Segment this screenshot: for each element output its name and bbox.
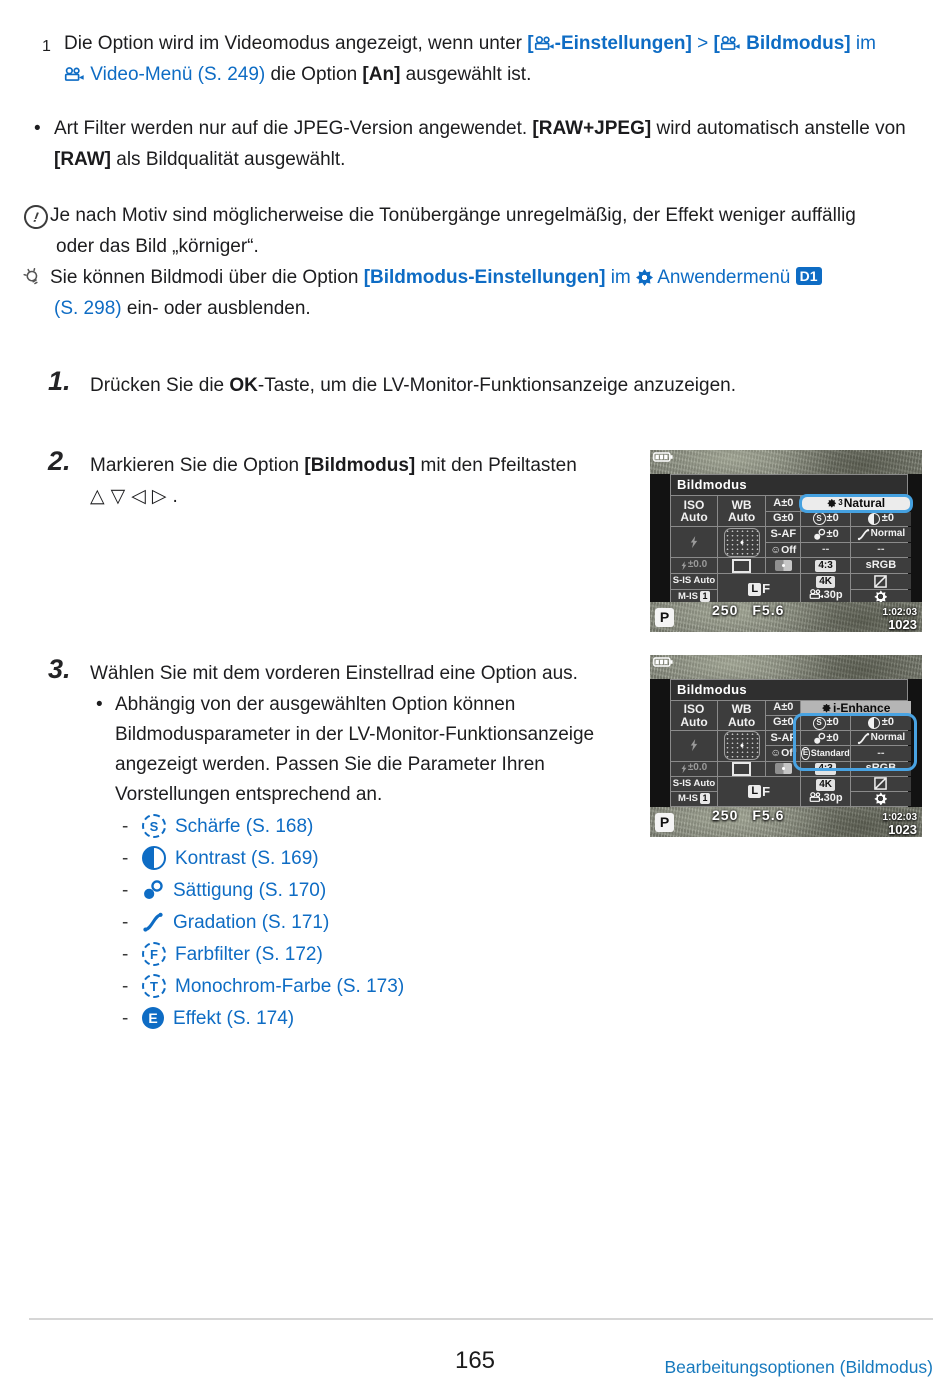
af-target-cell [718, 527, 765, 557]
colorfilter-icon: F [142, 942, 166, 966]
lv-panel-title: Bildmodus [670, 474, 908, 495]
face-priority-cell: ☺ Off [766, 746, 800, 760]
raw-jpeg-ref: [RAW+JPEG] [532, 118, 652, 139]
monochrome-color-icon: T [142, 974, 166, 998]
highlight-shadow-icon [874, 575, 887, 588]
step-1-number: 1. [48, 366, 71, 396]
step-3-text: Wählen Sie mit dem vorderen Einstellrad eine Option aus. [90, 663, 578, 684]
image-quality-cell: L F [718, 777, 800, 806]
sharpness-cell: S ±0 [801, 512, 849, 527]
gradation-cell: Normal [851, 527, 911, 542]
exposure-readout: 250 F5.6 [712, 807, 785, 823]
bullet-dot: • [34, 118, 41, 139]
picturemode-ref: [Bildmodus] [304, 455, 416, 476]
af-mode-cell: S-AF [766, 731, 800, 745]
picturemode-settings-ref: [Bildmodus-Einstellungen] [363, 267, 606, 288]
color-space-cell: sRGB [851, 762, 911, 776]
wb-amber-cell: A±0 [766, 701, 800, 715]
movie-is-cell: M-IS 1 [671, 792, 717, 806]
frame-counter: 1:02:03 1023 [882, 607, 917, 632]
saturation-icon [142, 879, 164, 901]
picture-mode-cell: i-Enhance [801, 701, 911, 715]
metering-cell [766, 762, 800, 776]
movie-camera-icon [64, 67, 85, 81]
link-kontrast[interactable]: - Kontrast (S. 169) [122, 847, 319, 869]
flash-icon [690, 536, 698, 549]
iso-cell: ISO Auto [671, 701, 717, 730]
highlight-shadow-cell [851, 777, 911, 791]
video-menu-link[interactable]: Video-Menü (S. 249) [64, 64, 265, 85]
param-empty-cell: -- [851, 746, 911, 760]
step-3-number: 3. [48, 654, 71, 684]
tips-lamp-icon [22, 267, 44, 289]
metering-icon [775, 560, 792, 571]
effect-cell: E Standard [801, 746, 849, 760]
movie-camera-icon [809, 589, 824, 599]
movie-camera-icon [534, 36, 555, 50]
sharpness-cell: S ±0 [801, 716, 849, 730]
caution-note: ! Je nach Motiv sind möglicherweise die Tonübergänge unregelmäßig, der Effekt weniger auffällig oder das Bild „körniger“. [24, 200, 924, 262]
link-effekt[interactable]: - E Effekt (S. 174) [122, 1007, 295, 1029]
contrast-cell: ±0 [851, 716, 911, 730]
lv-super-control-panel [670, 495, 908, 605]
flash-icon [681, 764, 687, 774]
chevron-separator: > [691, 33, 714, 54]
aspect-ratio-cell: 4:3 [801, 558, 849, 573]
flash-mode-cell [671, 731, 717, 760]
movie-is-cell: M-IS 1 [671, 590, 717, 605]
highlight-shadow-cell [851, 574, 911, 589]
picture-mode-sparkle-icon [827, 499, 836, 508]
step-3-bullet: • Abhängig von der ausgewählten Option können Bildmodusparameter in der LV-Monitor-Funktionsanzeige angezeigt werden. Passen Sie die Parameter Ihren Vorstellungen entsprechend an. [96, 694, 595, 805]
battery-icon [653, 452, 673, 462]
exposure-readout: 250 F5.6 [712, 602, 785, 618]
picture-mode-cell-selected: 3 Natural [799, 494, 913, 513]
metering-icon [775, 763, 792, 774]
movie-camera-icon [809, 792, 824, 802]
step-2-number: 2. [48, 446, 71, 476]
page-number: 165 [454, 1347, 496, 1374]
flash-comp-cell: ±0.0 [671, 558, 717, 573]
custom-menu-gear-icon [636, 269, 653, 286]
live-view-photo-top [650, 655, 922, 679]
battery-icon [653, 657, 673, 667]
ok-button-ref: OK [229, 375, 258, 396]
page-298-link[interactable]: (S. 298) [54, 298, 122, 319]
color-space-cell: sRGB [851, 558, 911, 573]
gradation-icon [857, 528, 870, 541]
face-priority-cell: ☺ Off [766, 543, 800, 558]
step-1-text: Drücken Sie die OK-Taste, um die LV-Monitor-Funktionsanzeige anzuzeigen. [90, 375, 736, 396]
picture-mode-sparkle-icon [822, 704, 831, 713]
af-mode-cell: S-AF [766, 527, 800, 542]
arrow-pad-glyphs: △▽◁▷. [90, 486, 184, 507]
live-view-photo-top [650, 450, 922, 474]
aspect-ratio-cell: 4:3 [801, 762, 849, 776]
parameter-links [122, 810, 404, 1034]
footnote-marker: 1 [42, 38, 51, 55]
effect-icon: E [142, 1007, 164, 1029]
single-frame-icon [732, 762, 751, 776]
highlight-shadow-icon [874, 777, 887, 790]
contrast-cell: ±0 [851, 512, 911, 527]
video-quality-cell: 4K 30p [801, 574, 849, 604]
lv-panel-title: Bildmodus [670, 679, 908, 700]
movie-picturemode-ref: Bildmodus] [740, 33, 851, 54]
contrast-icon [142, 846, 166, 870]
shooting-mode-badge: P [655, 608, 674, 627]
camera-screenshot-2 [650, 655, 922, 837]
af-target-grid [724, 528, 760, 557]
sharpness-icon: S [813, 512, 826, 525]
saturation-icon [813, 528, 826, 541]
step-2-text: Markieren Sie die Option [Bildmodus] mit den Pfeiltasten △▽◁▷. [90, 455, 577, 507]
footnote-text: Die Option wird im Videomodus angezeigt, wenn unter [64, 33, 528, 54]
footer-section-link[interactable]: Bearbeitungsoptionen (Bildmodus) [664, 1357, 933, 1377]
contrast-icon [868, 513, 880, 525]
flash-mode-cell [671, 527, 717, 557]
white-balance-cell: WB Auto [718, 496, 765, 526]
tips-note: Sie können Bildmodi über die Option [Bildmodus-Einstellungen] im Anwendermenü D1 (S. 298) ein- oder ausblenden. [24, 262, 924, 324]
contrast-icon [868, 717, 880, 729]
drive-mode-cell [718, 558, 765, 573]
movie-settings-ref: -Einstellungen] [554, 33, 692, 54]
saturation-icon [813, 732, 826, 745]
video-quality-cell: 4K 30p [801, 777, 849, 806]
raw-ref: [RAW] [54, 149, 111, 170]
link-monochrom-farbe[interactable]: - T Monochrom-Farbe (S. 173) [122, 975, 405, 997]
image-quality-cell: L F [718, 574, 800, 604]
single-frame-icon [732, 559, 751, 573]
wb-green-cell: G±0 [766, 716, 800, 730]
wb-green-cell: G±0 [766, 512, 800, 527]
af-target-grid [724, 731, 760, 760]
iso-cell: ISO Auto [671, 496, 717, 526]
gradation-icon [142, 911, 164, 933]
caution-icon: ! [22, 203, 50, 231]
lv-super-control-panel [670, 700, 908, 807]
stills-is-cell: S-IS Auto [671, 777, 717, 791]
effect-icon: E [801, 747, 809, 760]
frame-counter: 1:02:03 1023 [882, 812, 917, 837]
an-option: [An] [362, 64, 401, 85]
camera-screenshot-1 [650, 450, 922, 632]
wb-amber-cell: A±0 [766, 496, 800, 511]
gradation-cell: Normal [851, 731, 911, 745]
saturation-cell: ±0 [801, 731, 849, 745]
param-empty-cell: -- [851, 543, 911, 558]
saturation-cell: ±0 [801, 527, 849, 542]
link-schaerfe[interactable]: - S Schärfe (S. 168) [122, 815, 314, 837]
link-saettigung[interactable]: - Sättigung (S. 170) [122, 879, 327, 901]
face-icon: ☺ [770, 543, 782, 556]
shooting-mode-badge: P [655, 813, 674, 832]
menu-tab-d1-badge: D1 [796, 267, 822, 285]
gradation-icon [857, 732, 870, 745]
white-balance-cell: WB Auto [718, 701, 765, 730]
flash-icon [690, 739, 698, 752]
footer-divider [29, 1318, 933, 1320]
gear-icon [874, 792, 887, 805]
movie-camera-icon [720, 36, 741, 50]
metering-cell [766, 558, 800, 573]
link-farbfilter[interactable]: - F Farbfilter (S. 172) [122, 943, 323, 965]
af-target-cell [718, 731, 765, 760]
sharpness-icon: S [813, 717, 826, 730]
sharpness-icon: S [142, 814, 166, 838]
drive-mode-cell [718, 762, 765, 776]
face-icon: ☺ [770, 746, 782, 759]
footnote: Die Option wird im Videomodus angezeigt, wenn unter [ -Einstellungen] > [ Bildmodus] im Video-Menü (S. 249) die Option [An] ausgewählt ist. [64, 33, 876, 85]
param-empty-cell: -- [801, 543, 849, 558]
settings-cell [851, 792, 911, 806]
bullet-paragraph: • Art Filter werden nur auf die JPEG-Version angewendet. [RAW+JPEG] wird automatisch anstelle von [RAW] als Bildqualität ausgewählt. [34, 113, 922, 175]
stills-is-cell: S-IS Auto [671, 574, 717, 589]
flash-icon [681, 561, 687, 571]
link-gradation[interactable]: - Gradation (S. 171) [122, 911, 330, 933]
flash-comp-cell: ±0.0 [671, 762, 717, 776]
